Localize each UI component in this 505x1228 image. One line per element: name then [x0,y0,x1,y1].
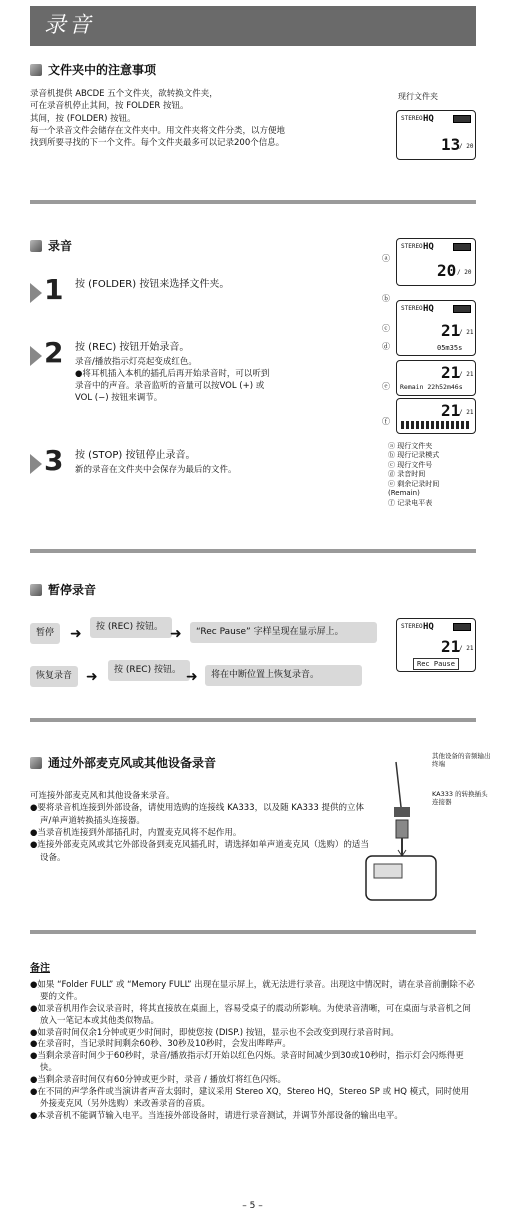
resume-label: 恢复录音 [30,666,78,687]
battery-icon [453,623,471,631]
lcd-pause: STEREO HQ 21 / 21 Rec Pause [396,618,476,672]
battery-icon [453,115,471,123]
page-header [30,6,476,46]
pause-label: 暂停 [30,623,60,644]
step-1-number: 1 [44,273,64,306]
label-output-terminal: 其他设备的音频输出终端 [432,752,491,769]
section-bullet-icon [30,240,42,252]
arrow-icon: ➜ [186,669,198,685]
resume-result: 将在中断位置上恢复录音。 [205,665,362,686]
adapter-icon [396,820,408,838]
pause-button-instruction: 按 (REC) 按钮。 [90,617,172,638]
record-heading: 录音 [30,238,72,255]
plug-icon [394,807,410,817]
arrow-icon: ➜ [70,626,82,642]
step-2-text: 按 (REC) 按钮开始录音。 录音/播放指示灯亮起变成红色。 ●将耳机插入本机的插孔后再开始录音时，可以听到 录音中的声音。录音监听的音量可以按VOL (+) 或 VOL (−) 按钮来调节。 [75,342,270,404]
recorder-screen [374,864,402,878]
notes-heading: 备注 [30,963,50,974]
step-2-number: 2 [44,336,64,369]
section-bullet-icon [30,584,42,596]
step-1-text: 按 (FOLDER) 按钮来选择文件夹。 [75,279,230,290]
pause-heading: 暂停录音 [30,582,96,599]
notes-list: ●如果 “Folder FULL” 或 “Memory FULL” 出现在显示屏上，就无法进行录音。出现这中情况时，请在录音前删除不必要的文件。 ●如录音机用作会议录音时，将其直接放在桌面上，容易受桌子的震动所影响。为使录音清晰，可在桌面与录音机之间放入一笔记本或其他类似物品。 ●如录音时间仅余1分钟或更少时间时，即使您按 (DISP.) 按钮，显示也不会改变到现行录音时间。 ●在录音时，当记录时间剩余60秒、30秒及10秒时，会发出哔哔声。 ●当剩余录音时间少于60秒时，录音/播放指示灯开始以红色闪烁。录音时间减少到30或10秒时，指示灯会闪烁得更快。 ●当剩余录音时间仅有60分钟或更少时，录音 / 播放灯将红色闪烁。 ●在不同的声学条件或当演讲者声音太弱时，建议采用 Stereo XQ，Stereo HQ，Stereo SP 或 HQ 模式，同时使用外接麦克风（另外选购）来改善录音的音质。 ●本录音机不能调节输入电平。当连接外部设备时，请进行录音测试，并调节外部设备的输出电平。 [30,980,475,1121]
section-bullet-icon [30,757,42,769]
step-arrow-icon [30,454,42,474]
divider [30,200,476,204]
arrow-icon: ➜ [170,626,182,642]
step-3-number: 3 [44,444,64,477]
current-folder-label: 现行文件夹 [398,92,438,101]
step-arrow-icon [30,283,42,303]
lcd-folder: STEREO HQ 13 / 20 [396,110,476,160]
folder-note-heading: 文件夹中的注意事项 [30,62,156,79]
battery-icon [453,305,471,313]
lcd-record-2: STEREO HQ 21 / 21 05m35s [396,300,476,356]
arrow-icon: ➜ [86,669,98,685]
step-arrow-icon [30,346,42,366]
page-number: – 5 – [242,1201,263,1211]
label-ka333-connector: KA333 的转换插头连接器 [432,790,488,807]
resume-button-instruction: 按 (REC) 按钮。 [108,660,190,681]
level-meter [401,421,471,429]
folder-note-body: 录音机提供 ABCDE 五个文件夹，欲转换文件夹， 可在录音机停止其间，按 FOLDER 按钮。 其间，按 (FOLDER) 按钮。 每一个录音文件会储存在文件夹中。用文件夹将文件分类，以方便地 找到所要寻找的下一个文件。每个文件夹最多可以记录200个信息。 [30,89,286,149]
lcd-record-1: STEREO HQ 20 / 20 [396,238,476,286]
step-3-text: 按 (STOP) 按钮停止录音。 新的录音在文件夹中会保存为最后的文件。 [75,450,237,475]
section-bullet-icon [30,64,42,76]
page-title: 录音 [44,13,95,38]
cable-line [396,762,406,812]
lcd-record-3: 21 / 21 Remain 22h52m46s [396,360,476,396]
lcd-record-4: 21 / 21 [396,398,476,434]
pause-result: “Rec Pause” 字样呈现在显示屏上。 [190,622,377,643]
connection-illustration [356,752,476,902]
divider [30,549,476,553]
divider [30,718,476,722]
divider [30,930,476,934]
battery-icon [453,243,471,251]
lcd-legend: ⓐ 现行文件夹 ⓑ 现行记录模式 ⓒ 现行文件号 ⓓ 录音时间 ⓔ 剩余记录时间 (Remain) ⓕ 记录电平表 [388,442,440,507]
external-body: 可连接外部麦克风和其他设备来录音。 ●要将录音机连接到外部设备，请使用选购的连接线 KA333，以及随 KA333 提供的立体声/单声道转换插头连接器。 ●当录音机连接到外部插孔时，内置麦克风将不起作用。 ●连接外部麦克风或其它外部设备到麦克风插孔时，请选择如单声道麦克风（选购）的适当设备。 [30,791,369,863]
external-heading: 通过外部麦克风或其他设备录音 [30,755,216,772]
